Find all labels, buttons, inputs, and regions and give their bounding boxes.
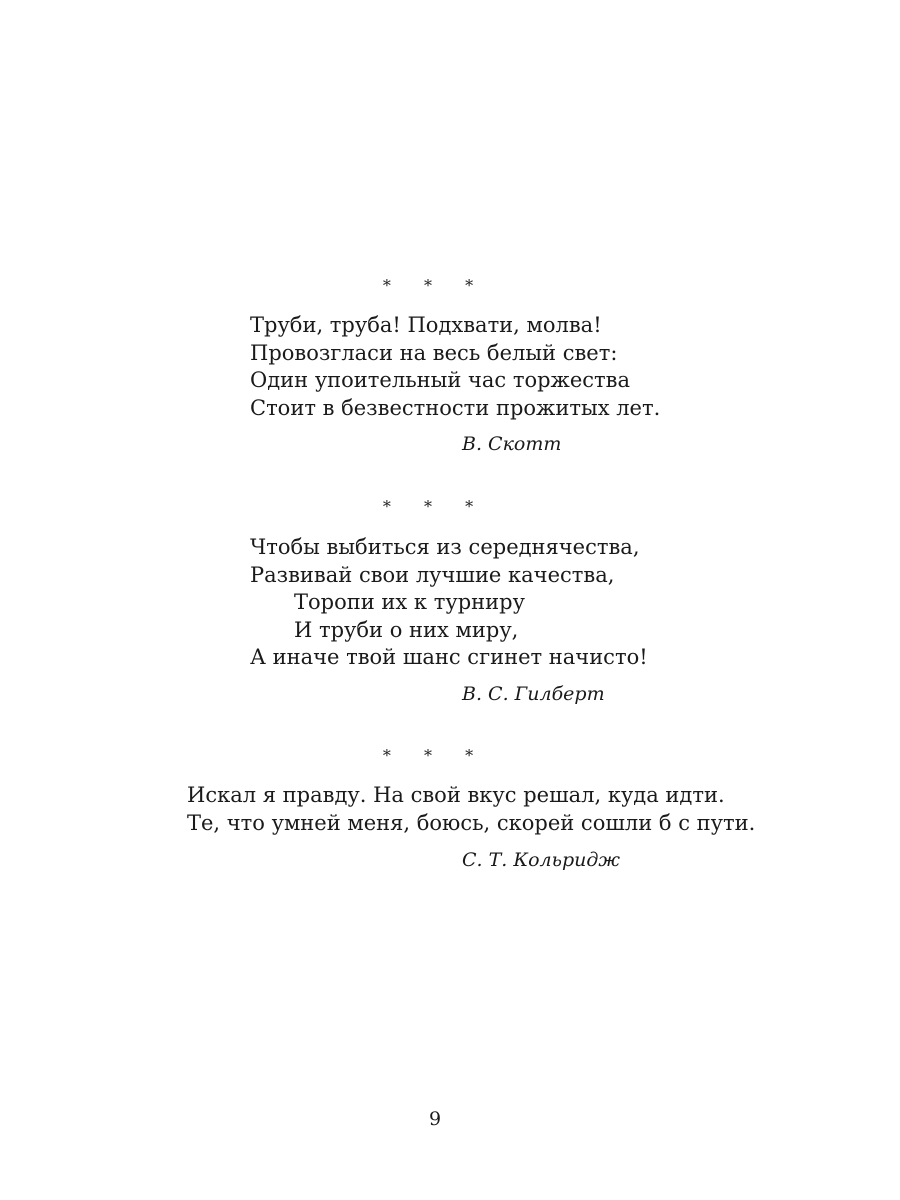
poem-line: Провозгласи на весь белый свет: (250, 340, 618, 365)
poem-line: Те, что умней меня, боюсь, скорей сошли б с пути. (187, 810, 756, 835)
poem-line: А иначе твой шанс сгинет начисто! (250, 645, 648, 669)
page-number: 9 (428, 1108, 442, 1130)
poem-author: В. Скотт (462, 433, 562, 455)
poem-line: Искал я правду. На свой вкус решал, куда идти. (187, 783, 725, 807)
poem-line: Стоит в безвестности прожитых лет. (250, 395, 661, 420)
poem-author: В. С. Гилберт (462, 683, 605, 705)
poem-line: И труби о них миру, (294, 617, 519, 642)
poem-stanza (187, 782, 755, 837)
section-divider: * * * (382, 497, 488, 516)
poem-line: Труби, труба! Подхвати, молва! (250, 313, 602, 337)
poem-line: Торопи их к турниру (294, 590, 525, 614)
poem-line: Чтобы выбиться из середнячества, (250, 535, 640, 559)
poem-line: Один упоительный час торжества (250, 368, 631, 392)
poem-line: Развивай свои лучшие качества, (250, 562, 615, 587)
poem-stanza (250, 534, 648, 672)
section-divider: * * * (382, 276, 488, 295)
poem-author: С. Т. Кольридж (462, 849, 620, 871)
section-divider: * * * (382, 746, 488, 765)
poem-stanza (250, 312, 660, 422)
